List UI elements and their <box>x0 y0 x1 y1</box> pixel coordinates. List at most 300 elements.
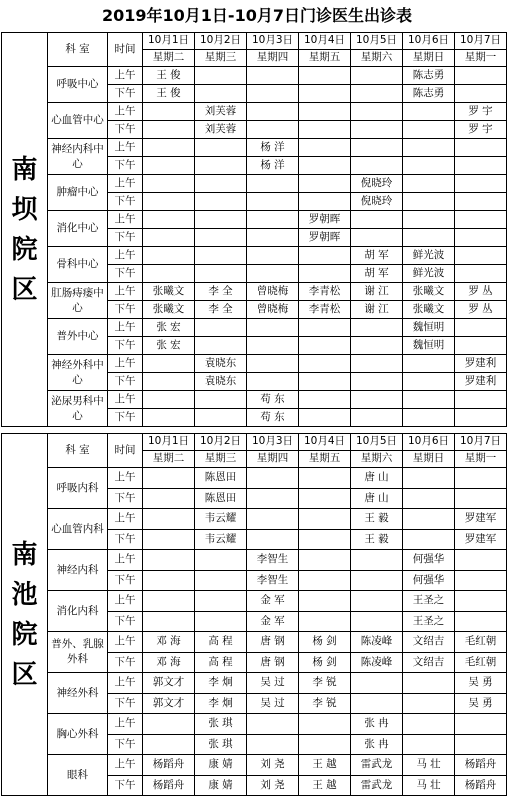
doctor-cell: 李智生 <box>247 570 299 591</box>
doctor-cell <box>299 103 351 121</box>
weekday-header: 星期一 <box>455 451 507 468</box>
doctor-cell <box>351 319 403 337</box>
doctor-cell: 张 琪 <box>195 714 247 735</box>
doctor-cell: 李 全 <box>195 283 247 301</box>
department-name: 普外、乳腺外科 <box>48 632 108 673</box>
time-slot: 上午 <box>108 283 143 301</box>
doctor-cell <box>195 570 247 591</box>
doctor-cell <box>195 211 247 229</box>
doctor-cell <box>247 121 299 139</box>
doctor-cell <box>403 373 455 391</box>
doctor-cell <box>299 139 351 157</box>
doctor-cell: 刘芙蓉 <box>195 121 247 139</box>
doctor-cell: 文绍吉 <box>403 652 455 673</box>
doctor-cell <box>351 409 403 427</box>
department-name: 消化中心 <box>48 211 108 247</box>
doctor-cell <box>247 265 299 283</box>
doctor-cell: 张 冉 <box>351 714 403 735</box>
doctor-cell <box>247 229 299 247</box>
doctor-cell <box>351 85 403 103</box>
doctor-cell <box>299 355 351 373</box>
doctor-cell <box>299 157 351 175</box>
doctor-cell <box>455 570 507 591</box>
time-slot: 下午 <box>108 529 143 550</box>
doctor-cell: 杨 剑 <box>299 652 351 673</box>
date-header: 10月2日 <box>195 434 247 451</box>
time-slot: 下午 <box>108 193 143 211</box>
doctor-cell: 罗 丛 <box>455 301 507 319</box>
department-name: 消化内科 <box>48 591 108 632</box>
time-slot: 上午 <box>108 591 143 612</box>
doctor-cell: 杨 洋 <box>247 157 299 175</box>
doctor-cell <box>455 139 507 157</box>
time-slot: 上午 <box>108 550 143 571</box>
time-slot: 上午 <box>108 509 143 530</box>
time-slot: 下午 <box>108 734 143 755</box>
doctor-cell <box>403 509 455 530</box>
table-row <box>2 755 507 776</box>
doctor-cell: 陈凌峰 <box>351 632 403 653</box>
table-row <box>2 714 507 735</box>
doctor-cell <box>143 355 195 373</box>
doctor-cell: 罗建利 <box>455 355 507 373</box>
doctor-cell <box>299 529 351 550</box>
doctor-cell <box>351 121 403 139</box>
table-row <box>2 211 507 229</box>
header-row-dates <box>2 434 507 451</box>
doctor-cell: 郭文才 <box>143 673 195 694</box>
doctor-cell <box>351 591 403 612</box>
table-row <box>2 175 507 193</box>
weekday-header: 星期日 <box>403 50 455 67</box>
time-slot: 下午 <box>108 488 143 509</box>
doctor-cell: 李 炯 <box>195 693 247 714</box>
doctor-cell: 刘 尧 <box>247 775 299 796</box>
time-slot: 下午 <box>108 85 143 103</box>
doctor-cell <box>455 391 507 409</box>
doctor-cell: 李青松 <box>299 283 351 301</box>
doctor-cell <box>403 714 455 735</box>
doctor-cell: 雷武龙 <box>351 755 403 776</box>
doctor-cell <box>299 265 351 283</box>
doctor-cell <box>143 550 195 571</box>
date-header: 10月7日 <box>455 33 507 50</box>
table-row <box>2 139 507 157</box>
schedule-table-nanchi <box>1 433 507 796</box>
doctor-cell: 唐 山 <box>351 468 403 489</box>
doctor-cell <box>351 211 403 229</box>
doctor-cell <box>195 337 247 355</box>
doctor-cell: 吴 过 <box>247 673 299 694</box>
doctor-cell: 罗朝晖 <box>299 229 351 247</box>
doctor-cell <box>351 355 403 373</box>
doctor-cell <box>247 509 299 530</box>
doctor-cell <box>455 85 507 103</box>
time-slot: 上午 <box>108 247 143 265</box>
doctor-cell <box>143 265 195 283</box>
table-row <box>2 283 507 301</box>
doctor-cell <box>143 714 195 735</box>
doctor-cell <box>143 139 195 157</box>
doctor-cell: 罗 宇 <box>455 103 507 121</box>
doctor-cell: 刘芙蓉 <box>195 103 247 121</box>
department-name: 肛肠痔瘘中心 <box>48 283 108 319</box>
doctor-cell: 唐 山 <box>351 488 403 509</box>
doctor-cell <box>351 229 403 247</box>
doctor-cell <box>247 529 299 550</box>
doctor-cell: 袁晓东 <box>195 355 247 373</box>
doctor-cell <box>299 85 351 103</box>
doctor-cell: 何强华 <box>403 550 455 571</box>
doctor-cell: 高 程 <box>195 652 247 673</box>
campus-label: 南池院区 <box>2 434 48 796</box>
date-header: 10月5日 <box>351 33 403 50</box>
doctor-cell: 王 越 <box>299 755 351 776</box>
doctor-cell <box>455 157 507 175</box>
time-slot: 上午 <box>108 211 143 229</box>
dept-header: 科 室 <box>48 434 108 468</box>
doctor-cell: 谢 江 <box>351 301 403 319</box>
doctor-cell <box>143 229 195 247</box>
doctor-cell: 陈志勇 <box>403 67 455 85</box>
doctor-cell: 谢 江 <box>351 283 403 301</box>
table-row <box>2 355 507 373</box>
doctor-cell <box>403 211 455 229</box>
doctor-cell: 魏恒明 <box>403 319 455 337</box>
time-slot: 下午 <box>108 301 143 319</box>
time-header: 时间 <box>108 434 143 468</box>
doctor-cell <box>247 85 299 103</box>
doctor-cell: 李智生 <box>247 550 299 571</box>
doctor-cell <box>351 103 403 121</box>
doctor-cell: 王 毅 <box>351 509 403 530</box>
doctor-cell: 曾晓梅 <box>247 283 299 301</box>
doctor-cell <box>455 409 507 427</box>
time-slot: 上午 <box>108 468 143 489</box>
doctor-cell <box>455 67 507 85</box>
doctor-cell <box>195 85 247 103</box>
doctor-cell: 杨蹈舟 <box>455 755 507 776</box>
doctor-cell <box>143 529 195 550</box>
doctor-cell: 王 俊 <box>143 67 195 85</box>
doctor-cell <box>195 550 247 571</box>
doctor-cell <box>143 734 195 755</box>
date-header: 10月1日 <box>143 434 195 451</box>
doctor-cell <box>403 409 455 427</box>
doctor-cell <box>351 157 403 175</box>
weekday-header: 星期三 <box>195 451 247 468</box>
table-row <box>2 391 507 409</box>
doctor-cell <box>299 319 351 337</box>
department-name: 神经外科 <box>48 673 108 714</box>
doctor-cell <box>403 391 455 409</box>
doctor-cell: 韦云耀 <box>195 529 247 550</box>
table-row <box>2 673 507 694</box>
doctor-cell: 毛红朝 <box>455 652 507 673</box>
doctor-cell: 张曦文 <box>143 283 195 301</box>
doctor-cell <box>247 373 299 391</box>
doctor-cell <box>351 570 403 591</box>
time-slot: 下午 <box>108 611 143 632</box>
table-row <box>2 632 507 653</box>
weekday-header: 星期二 <box>143 451 195 468</box>
doctor-cell <box>299 121 351 139</box>
doctor-cell: 陈凌峰 <box>351 652 403 673</box>
doctor-cell <box>143 509 195 530</box>
doctor-cell <box>455 468 507 489</box>
table-row <box>2 319 507 337</box>
doctor-cell: 鲜光波 <box>403 247 455 265</box>
doctor-cell: 王圣之 <box>403 591 455 612</box>
doctor-cell: 罗 丛 <box>455 283 507 301</box>
doctor-cell <box>143 611 195 632</box>
doctor-cell: 何强华 <box>403 570 455 591</box>
doctor-cell <box>403 157 455 175</box>
doctor-cell: 康 婧 <box>195 755 247 776</box>
doctor-cell <box>351 550 403 571</box>
date-header: 10月4日 <box>299 33 351 50</box>
doctor-cell: 罗建军 <box>455 529 507 550</box>
doctor-cell: 罗建利 <box>455 373 507 391</box>
doctor-cell <box>455 319 507 337</box>
doctor-cell <box>195 611 247 632</box>
dept-header: 科 室 <box>48 33 108 67</box>
doctor-cell <box>299 488 351 509</box>
doctor-cell <box>299 67 351 85</box>
table-row <box>2 247 507 265</box>
doctor-cell <box>351 391 403 409</box>
doctor-cell <box>299 468 351 489</box>
doctor-cell: 苟 东 <box>247 391 299 409</box>
doctor-cell: 王 俊 <box>143 85 195 103</box>
time-slot: 上午 <box>108 103 143 121</box>
doctor-cell <box>455 591 507 612</box>
doctor-cell <box>351 611 403 632</box>
doctor-cell <box>195 409 247 427</box>
doctor-cell: 张曦文 <box>143 301 195 319</box>
doctor-cell: 李 锐 <box>299 673 351 694</box>
doctor-cell: 倪晓玲 <box>351 175 403 193</box>
doctor-cell <box>195 229 247 247</box>
doctor-cell <box>195 157 247 175</box>
schedule-table-nanba <box>1 32 507 427</box>
doctor-cell <box>143 247 195 265</box>
table-row <box>2 103 507 121</box>
time-header: 时间 <box>108 33 143 67</box>
doctor-cell: 陈恩田 <box>195 488 247 509</box>
time-slot: 下午 <box>108 373 143 391</box>
doctor-cell <box>247 175 299 193</box>
doctor-cell: 张曦文 <box>403 301 455 319</box>
doctor-cell <box>351 373 403 391</box>
doctor-cell <box>195 175 247 193</box>
weekday-header: 星期一 <box>455 50 507 67</box>
doctor-cell <box>455 175 507 193</box>
doctor-cell: 康 婧 <box>195 775 247 796</box>
weekday-header: 星期六 <box>351 50 403 67</box>
weekday-header: 星期四 <box>247 451 299 468</box>
doctor-cell: 罗建军 <box>455 509 507 530</box>
doctor-cell <box>247 488 299 509</box>
time-slot: 下午 <box>108 693 143 714</box>
doctor-cell <box>195 193 247 211</box>
department-name: 神经内科 <box>48 550 108 591</box>
weekday-header: 星期四 <box>247 50 299 67</box>
table-row <box>2 468 507 489</box>
doctor-cell <box>455 488 507 509</box>
department-name: 呼吸内科 <box>48 468 108 509</box>
doctor-cell <box>455 211 507 229</box>
doctor-cell <box>455 714 507 735</box>
weekday-header: 星期三 <box>195 50 247 67</box>
doctor-cell <box>299 591 351 612</box>
doctor-cell <box>143 488 195 509</box>
doctor-cell <box>455 247 507 265</box>
campus-label: 南坝院区 <box>2 33 48 427</box>
doctor-cell <box>247 211 299 229</box>
department-name: 肿瘤中心 <box>48 175 108 211</box>
doctor-cell: 郭文才 <box>143 693 195 714</box>
doctor-cell <box>351 67 403 85</box>
time-slot: 下午 <box>108 121 143 139</box>
doctor-cell: 张 宏 <box>143 319 195 337</box>
doctor-cell: 李青松 <box>299 301 351 319</box>
time-slot: 下午 <box>108 775 143 796</box>
doctor-cell: 马 壮 <box>403 755 455 776</box>
doctor-cell: 曾晓梅 <box>247 301 299 319</box>
doctor-cell <box>351 337 403 355</box>
doctor-cell <box>299 247 351 265</box>
doctor-cell: 吴 勇 <box>455 693 507 714</box>
time-slot: 下午 <box>108 570 143 591</box>
doctor-cell <box>143 391 195 409</box>
doctor-cell: 胡 军 <box>351 265 403 283</box>
doctor-cell <box>143 570 195 591</box>
doctor-cell <box>403 488 455 509</box>
doctor-cell <box>403 468 455 489</box>
time-slot: 下午 <box>108 337 143 355</box>
doctor-cell <box>299 391 351 409</box>
doctor-cell: 毛红朝 <box>455 632 507 653</box>
doctor-cell <box>455 337 507 355</box>
time-slot: 上午 <box>108 714 143 735</box>
table-row <box>2 509 507 530</box>
doctor-cell: 罗 宇 <box>455 121 507 139</box>
doctor-cell <box>403 355 455 373</box>
doctor-cell: 王 越 <box>299 775 351 796</box>
doctor-cell <box>351 673 403 694</box>
doctor-cell <box>455 550 507 571</box>
doctor-cell: 倪晓玲 <box>351 193 403 211</box>
time-slot: 上午 <box>108 67 143 85</box>
time-slot: 上午 <box>108 355 143 373</box>
weekday-header: 星期日 <box>403 451 455 468</box>
doctor-cell <box>247 337 299 355</box>
doctor-cell <box>299 714 351 735</box>
doctor-cell <box>143 468 195 489</box>
doctor-cell <box>195 319 247 337</box>
weekday-header: 星期二 <box>143 50 195 67</box>
doctor-cell: 雷武龙 <box>351 775 403 796</box>
doctor-cell <box>247 67 299 85</box>
date-header: 10月4日 <box>299 434 351 451</box>
date-header: 10月1日 <box>143 33 195 50</box>
doctor-cell: 金 军 <box>247 591 299 612</box>
doctor-cell <box>299 175 351 193</box>
department-name: 神经内科中心 <box>48 139 108 175</box>
doctor-cell <box>143 121 195 139</box>
doctor-cell <box>143 175 195 193</box>
department-name: 心血管中心 <box>48 103 108 139</box>
doctor-cell: 文绍吉 <box>403 632 455 653</box>
date-header: 10月3日 <box>247 33 299 50</box>
doctor-cell: 杨蹈舟 <box>143 755 195 776</box>
doctor-cell <box>195 391 247 409</box>
date-header: 10月7日 <box>455 434 507 451</box>
time-slot: 上午 <box>108 632 143 653</box>
doctor-cell: 杨蹈舟 <box>455 775 507 796</box>
doctor-cell <box>143 211 195 229</box>
page-title: 2019年10月1日-10月7日门诊医生出诊表 <box>102 6 412 25</box>
doctor-cell: 李 锐 <box>299 693 351 714</box>
doctor-cell: 陈志勇 <box>403 85 455 103</box>
doctor-cell <box>455 229 507 247</box>
table-row <box>2 67 507 85</box>
department-name: 神经外科中心 <box>48 355 108 391</box>
doctor-cell <box>143 591 195 612</box>
doctor-cell: 唐 钢 <box>247 632 299 653</box>
doctor-cell <box>299 570 351 591</box>
doctor-cell <box>455 193 507 211</box>
doctor-cell: 王 毅 <box>351 529 403 550</box>
doctor-cell: 邓 海 <box>143 652 195 673</box>
department-name: 骨科中心 <box>48 247 108 283</box>
time-slot: 上午 <box>108 673 143 694</box>
weekday-header: 星期五 <box>299 451 351 468</box>
doctor-cell: 杨 剑 <box>299 632 351 653</box>
doctor-cell: 张 琪 <box>195 734 247 755</box>
doctor-cell <box>299 409 351 427</box>
doctor-cell <box>299 337 351 355</box>
doctor-cell <box>247 103 299 121</box>
doctor-cell <box>403 229 455 247</box>
doctor-cell <box>247 734 299 755</box>
doctor-cell: 张曦文 <box>403 283 455 301</box>
department-name: 普外中心 <box>48 319 108 355</box>
doctor-cell <box>351 693 403 714</box>
doctor-cell: 吴 勇 <box>455 673 507 694</box>
date-header: 10月3日 <box>247 434 299 451</box>
doctor-cell <box>403 734 455 755</box>
doctor-cell: 杨 洋 <box>247 139 299 157</box>
doctor-cell <box>403 193 455 211</box>
doctor-cell <box>403 121 455 139</box>
doctor-cell <box>143 157 195 175</box>
weekday-header: 星期六 <box>351 451 403 468</box>
doctor-cell <box>403 139 455 157</box>
doctor-cell: 吴 过 <box>247 693 299 714</box>
doctor-cell: 胡 军 <box>351 247 403 265</box>
table-row <box>2 550 507 571</box>
doctor-cell <box>455 611 507 632</box>
time-slot: 下午 <box>108 409 143 427</box>
doctor-cell: 张 宏 <box>143 337 195 355</box>
doctor-cell <box>195 247 247 265</box>
doctor-cell <box>299 550 351 571</box>
header-row-dates <box>2 33 507 50</box>
doctor-cell <box>247 247 299 265</box>
doctor-cell: 张 冉 <box>351 734 403 755</box>
